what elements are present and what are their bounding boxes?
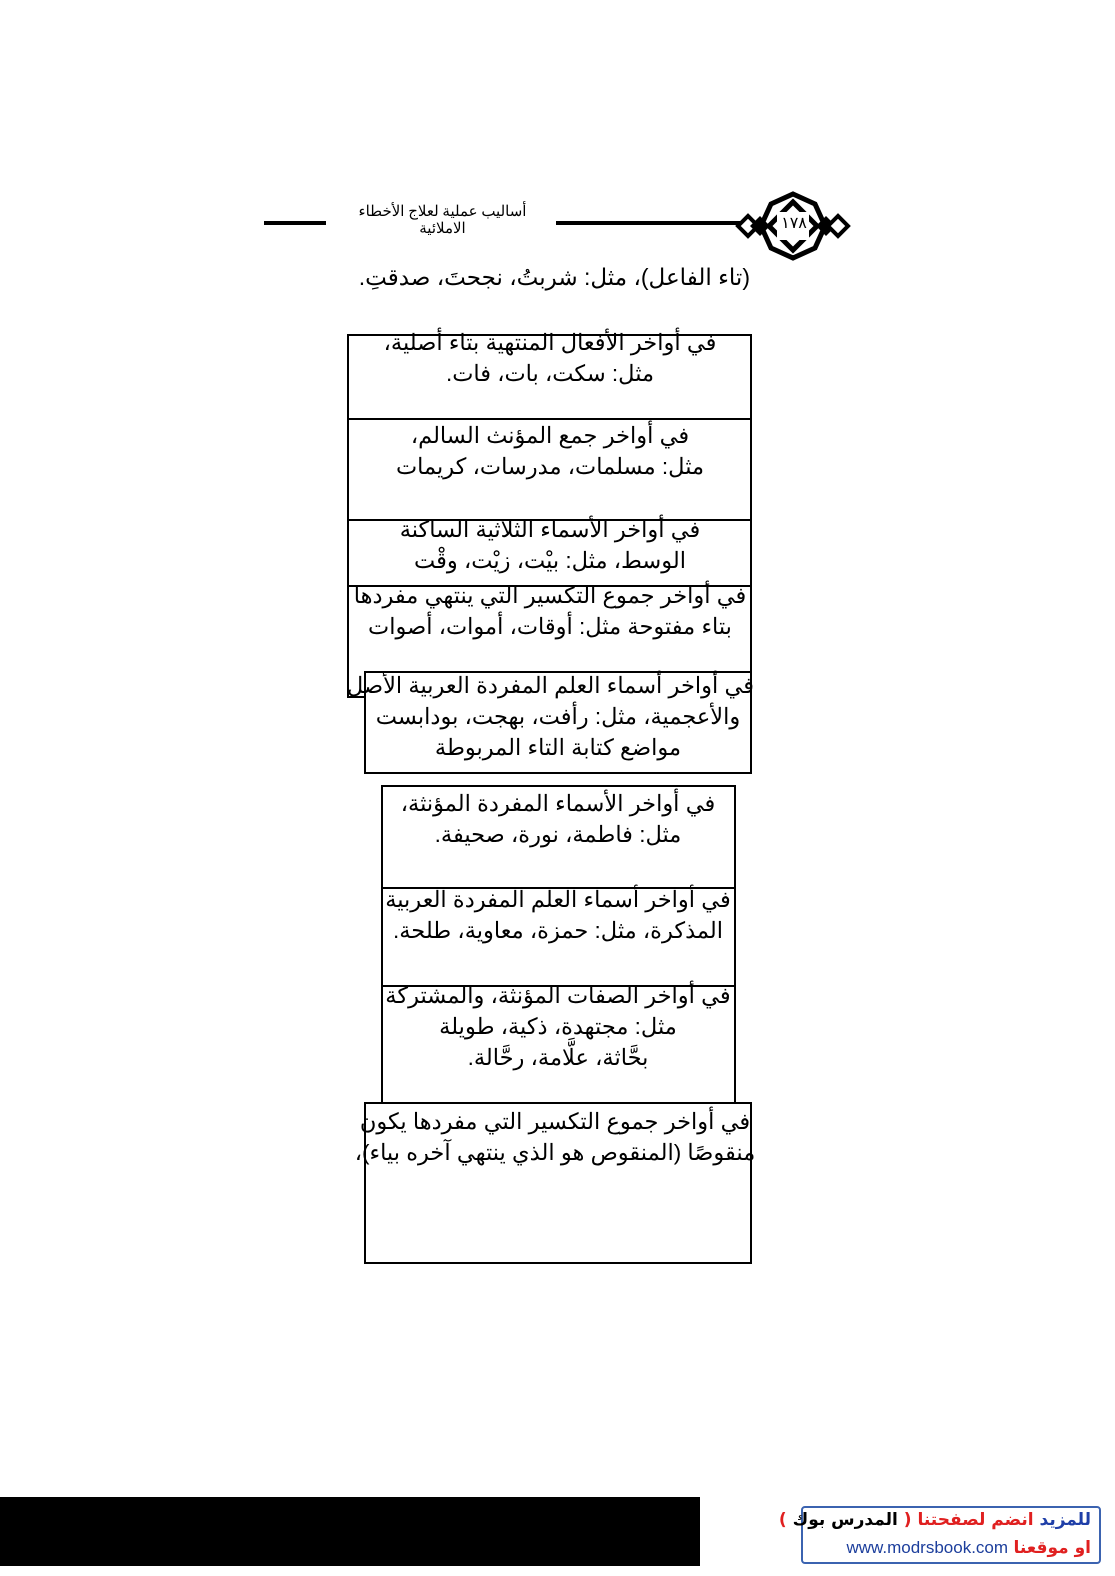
open-t-box-4-line2: بتاء مفتوحة مثل: أوقات، أموات، أصوات xyxy=(368,614,732,639)
tied-t-box-2-text xyxy=(383,884,733,946)
broken-plural-line1: في أواخر جموع التكسير التي مفردها يكون xyxy=(359,1109,751,1134)
tied-t-box-1-text xyxy=(383,788,733,850)
proper-names-line1: في أواخر أسماء العلم المفردة العربية الأصل xyxy=(346,673,754,698)
open-t-box-3-line1: في أواخر الأسماء الثلاثية الساكنة xyxy=(399,517,701,542)
open-t-box-3-line2: الوسط، مثل: بيْت، زيْت، وقْت xyxy=(414,548,686,573)
proper-names-line2: والأعجمية، مثل: رأفت، بهجت، بودابست xyxy=(375,704,741,729)
tied-t-box-1-line2: مثل: فاطمة، نورة، صحيفة. xyxy=(434,822,682,847)
promo-paren-close: ) xyxy=(778,1510,787,1530)
proper-names-box-text xyxy=(346,670,754,763)
tied-t-box-3-line3: بحَّاثة، علَّامة، رحَّالة. xyxy=(467,1045,649,1070)
broken-plural-box-text xyxy=(350,1106,760,1168)
promo-or-site: او موقعنا xyxy=(1013,1538,1091,1558)
promo-paren-open: ( xyxy=(903,1510,912,1530)
promo-brand: المدرس بوك xyxy=(792,1510,898,1530)
running-header xyxy=(345,204,540,238)
footer-black-bar xyxy=(0,1497,700,1566)
open-t-box-4-line1: في أواخر جموع التكسير التي ينتهي مفردها xyxy=(353,583,747,608)
open-t-box-2-text xyxy=(350,420,750,482)
promo-line-1 xyxy=(779,1510,1091,1530)
open-t-box-2-line1: في أواخر جمع المؤنث السالم، xyxy=(410,423,690,448)
running-header-line2: الاملائية xyxy=(419,221,466,237)
tied-t-box-3-line2: مثل: مجتهدة، ذكية، طويلة xyxy=(439,1014,677,1039)
tied-t-section-heading: مواضع كتابة التاء المربوطة xyxy=(434,735,682,760)
promo-banner[interactable] xyxy=(778,1506,1101,1564)
promo-more: للمزيد xyxy=(1039,1510,1091,1530)
header-rule-right xyxy=(556,221,742,225)
promo-line-2 xyxy=(846,1538,1091,1558)
open-t-box-1-text xyxy=(350,327,750,389)
running-header-line1: أساليب عملية لعلاج الأخطاء xyxy=(358,204,527,220)
intro-line: (تاء الفاعل)، مثل: شربتُ، نجحتَ، صدقتِ. xyxy=(358,264,750,290)
header-rule-left xyxy=(264,221,326,225)
promo-url-link[interactable]: www.modrsbook.com xyxy=(846,1538,1009,1557)
open-t-box-1-line2: مثل: سكت، بات، فات. xyxy=(445,361,655,386)
broken-plural-line2: منقوصًا (المنقوص هو الذي ينتهي آخره بياء)، xyxy=(354,1140,756,1165)
open-t-box-3-text xyxy=(350,514,750,576)
tied-t-box-3-text xyxy=(383,980,733,1073)
tied-t-box-1-line1: في أواخر الأسماء المفردة المؤنثة، xyxy=(400,791,716,816)
page-number: ١٧٨ xyxy=(781,215,807,232)
open-t-box-2-line2: مثل: مسلمات، مدرسات، كريمات xyxy=(395,454,705,479)
promo-join: انضم لصفحتنا xyxy=(917,1510,1034,1530)
open-t-box-4-text xyxy=(350,580,750,642)
tied-t-box-2-line1: في أواخر أسماء العلم المفردة العربية xyxy=(385,887,731,912)
tied-t-box-3-line1: في أواخر الصفات المؤنثة، والمشتركة xyxy=(385,983,731,1008)
tied-t-box-2-line2: المذكرة، مثل: حمزة، معاوية، طلحة. xyxy=(392,918,724,943)
open-t-box-1-line1: في أواخر الأفعال المنتهية بتاء أصلية، xyxy=(383,330,717,355)
